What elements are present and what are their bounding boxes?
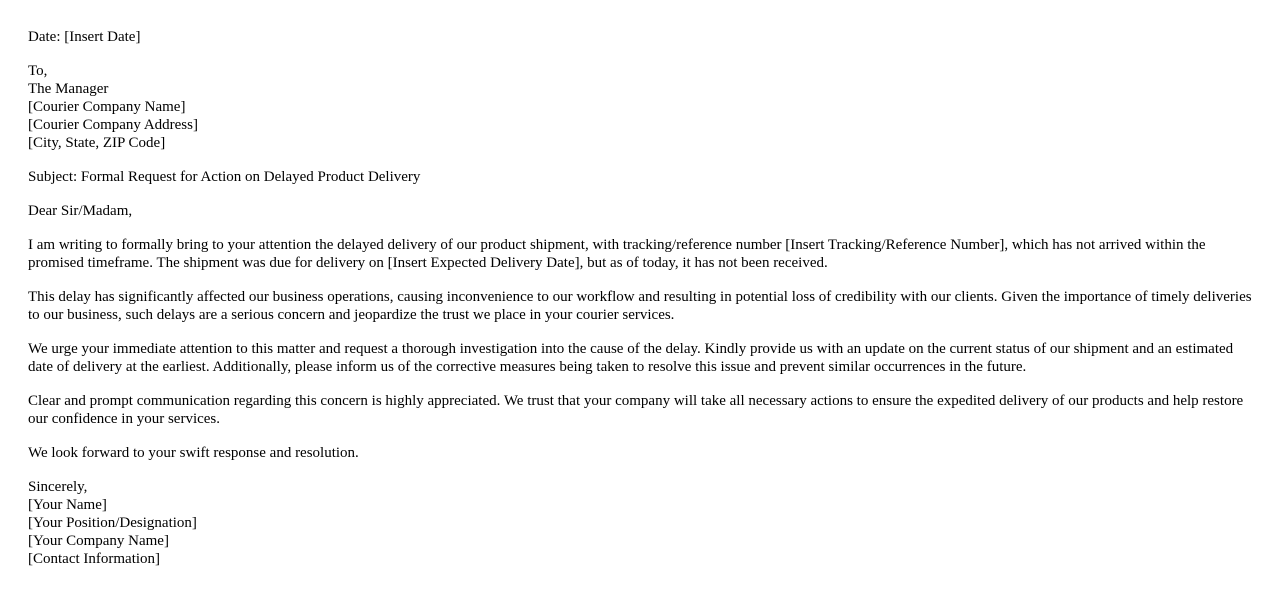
closing-line: [Your Position/Designation]: [28, 515, 197, 531]
recipient-line: [City, State, ZIP Code]: [28, 135, 166, 151]
body-paragraph: We urge your immediate attention to this matter and request a thorough investigation into the cause of the delay. Kindly provide us with an update on the current status of our shipment and an estimated date of delivery at the earliest. Additionally, please inform us of the corrective measures being taken to resolve this issue and prevent similar occurrences in the future.: [28, 341, 1234, 375]
closing-line: Sincerely,: [28, 479, 88, 495]
recipient-line: To,: [28, 63, 48, 79]
recipient-line: [Courier Company Name]: [28, 99, 186, 115]
body-paragraph: We look forward to your swift response and resolution.: [28, 445, 359, 461]
body-paragraph: This delay has significantly affected our business operations, causing inconvenience to our workflow and resulting in potential loss of credibility with our clients. Given the importance of timely deliveries to our business, such delays are a serious concern and jeopardize the trust we place in your courier services.: [28, 289, 1252, 323]
letter-body: [28, 28, 1253, 584]
recipient-line: [Courier Company Address]: [28, 117, 198, 133]
salutation-text: Dear Sir/Madam,: [28, 203, 133, 219]
body-paragraph: I am writing to formally bring to your attention the delayed delivery of our product shipment, with tracking/reference number [Insert Tracking/Reference Number], which has not arrived within the promised timeframe. The shipment was due for delivery on [Insert Expected Delivery Date], but as of today, it has not been received.: [28, 237, 1206, 271]
closing-line: [Your Company Name]: [28, 533, 169, 549]
signature-block: [28, 478, 1253, 568]
closing-line: [Contact Information]: [28, 551, 161, 567]
recipient-line: The Manager: [28, 81, 109, 97]
subject-line: [28, 168, 1253, 186]
body-paragraph: Clear and prompt communication regarding this concern is highly appreciated. We trust that your company will take all necessary actions to ensure the expedited delivery of our products and help restore our confidence in your services.: [28, 393, 1244, 427]
subject-text: Subject: Formal Request for Action on Delayed Product Delivery: [28, 169, 421, 185]
recipient-address: [28, 62, 1253, 152]
date-line: [28, 28, 1253, 46]
salutation: [28, 202, 1253, 220]
date-text: Date: [Insert Date]: [28, 29, 141, 45]
closing-line: [Your Name]: [28, 497, 107, 513]
